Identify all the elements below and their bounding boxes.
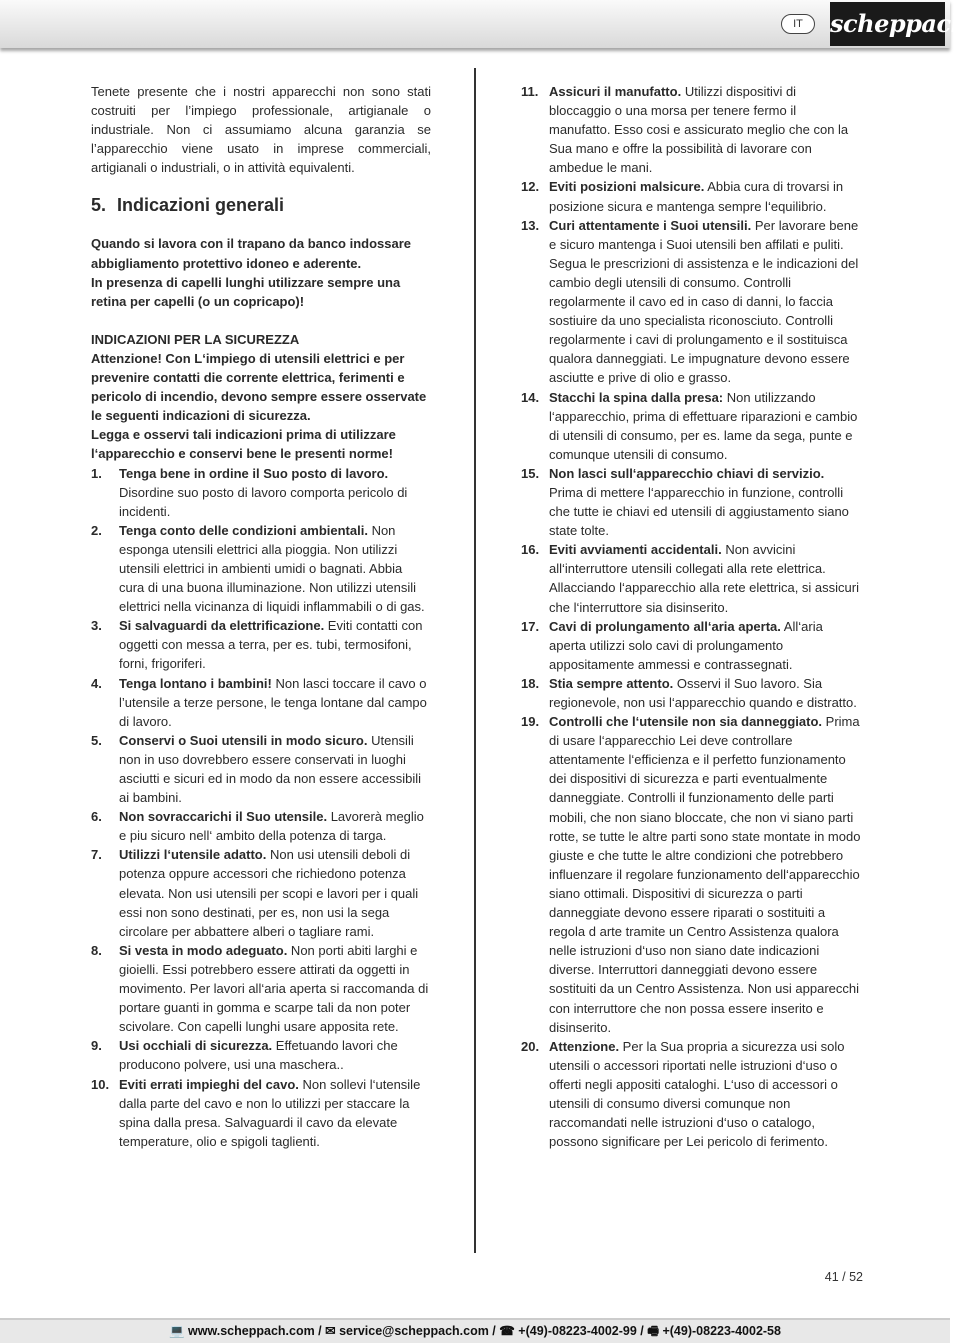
left-column (91, 82, 431, 1151)
clothing-note-1: Quando si lavora con il trapano da banco indossare abbigliamento protettivo idoneo e aderente. (91, 236, 412, 271)
item-number: 19. (521, 714, 540, 730)
item-number: 4. (91, 675, 102, 691)
item-number: 3. (91, 618, 102, 634)
item-number: 16. (521, 542, 540, 558)
item-body: Non usi utensili deboli di potenza oppure accessori che richiedono potenza elevata. Non usi utensili per scopi e lavori per i quali essi non sono destinati, per es, non usi la sega circolare per abbattere alberi o tagliare rami. (119, 847, 419, 939)
item-body: Abbia cura di trovarsi in posizione sicura e mantenga sempre l‘equilibrio. (549, 179, 844, 214)
safety-item (521, 617, 861, 674)
item-text (549, 674, 861, 712)
item-title: Si salvaguardi da elettrificazione. (119, 618, 325, 634)
safety-item (91, 464, 431, 521)
item-title: Usi occhiali di sicurezza. (119, 1038, 273, 1054)
safety-item (521, 540, 861, 616)
item-body: Non sollevi l‘utensile dalla parte del cavo e non lo utilizzi per staccare la spina dalla presa. Salvaguardi il cavo da elevate temperature, olio e spigoli taglienti. (119, 1076, 421, 1149)
footer-contact: 💻 www.scheppach.com / ✉ service@scheppach.com / ☎ +(49)-08223-4002-99 / 🖷 +(49)-08223-4002-58 (0, 1320, 950, 1343)
safety-item (91, 941, 431, 1036)
item-body: Osservi il Suo lavoro. Sia regionevole, non usi l‘apparecchio quando e distratto. (549, 675, 857, 710)
item-body: Non lasci toccare il cavo o l’utensile a terze persone, le tenga lontane dal campo di lavoro. (119, 675, 427, 729)
item-text (119, 674, 431, 731)
item-title: Non lasci sull‘apparecchio chiavi di servizio. (549, 465, 825, 481)
item-text (119, 1036, 431, 1074)
safety-intro-2: Legga e osservi tali indicazioni prima di utilizzare l‘apparecchio e conservi bene le presenti norme! (91, 427, 396, 462)
item-text (549, 464, 861, 540)
item-text (119, 1075, 431, 1151)
item-body: Non esponga utensili elettrici alla pioggia. Non utilizzi utensili elettrici in ambienti umidi o bagnati. Abbia cura di una buona illuminazione. Non utilizzi utensili elettrici nella vicinanza di liquidi inflammabili o di gas. (119, 522, 425, 615)
safety-item (91, 807, 431, 845)
item-title: Controlli che l‘utensile non sia danneggiato. (549, 714, 823, 730)
item-text (549, 1037, 861, 1152)
item-title: Eviti avviamenti accidentali. (549, 542, 722, 558)
item-number: 5. (91, 732, 102, 748)
item-number: 17. (521, 618, 540, 634)
item-title: Stacchi la spina dalla presa: (549, 389, 724, 405)
item-text (119, 521, 431, 616)
safety-item (521, 177, 861, 215)
safety-item (521, 1037, 861, 1152)
item-number: 8. (91, 942, 102, 958)
safety-item (521, 388, 861, 464)
item-number: 13. (521, 217, 540, 233)
safety-item (521, 82, 861, 177)
clothing-note-2: In presenza di capelli lunghi utilizzare sempre una retina per capelli (o un copricapo)! (91, 274, 401, 309)
item-number: 12. (521, 179, 540, 195)
item-body: Prima di usare l‘apparecchio Lei deve controllare attentamente l‘efficienza e il perfetto funzionamento dei dispositivi di sicurezza e parti eventualmente danneggiate. Controlli il funzionamento delle parti mobili, che non siano bloccate, che non vi siano parti rotte, se tutte le altre parti sono state montate in modo giuste e che tutte le altre condizioni che potrebbero influenzare il regolare funzionamento dell‘apparecchio siano ottimali. Dispositivi di sicurezza o parti danneggiate devono essere riparati o sostituiti a regola d arte tramite un Centro Assistenza qualora nelle istruzioni d‘uso non siano date indicazioni diverse. Interruttori danneggiati devono essere sostituiti da un Centro Assistenza. Non usi apparecchi con interruttore che non possa essere inserito e disinserito. (549, 714, 861, 1035)
item-title: Tenga bene in ordine il Suo posto di lavoro. (119, 465, 389, 481)
safety-item (521, 464, 861, 540)
item-body: Effetuando lavori che producono polvere, usi una maschera.. (119, 1038, 398, 1073)
item-body: Utilizzi dispositivi di bloccaggio o una morsa per tenere fermo il manufatto. Esso cosi e assicurato meglio che con la Sua mano e offre la possibilità di lavorare con ambedue le mani. (549, 84, 849, 176)
section-heading (91, 194, 431, 216)
item-text (119, 845, 431, 940)
item-number: 11. (521, 84, 539, 99)
intro-paragraph: Tenete presente che i nostri apparecchi non sono stati costruiti per l’impiego professionale, artigianale o industriale. Non ci assumiamo alcuna garanzia se l’apparecchio viene usato in imprese commerciali, artigianali o industriali, o in attività equivalenti. (91, 84, 431, 176)
language-badge: IT (781, 14, 815, 34)
item-number: 18. (521, 675, 540, 691)
item-number: 20. (521, 1038, 540, 1054)
item-title: Cavi di prolungamento all‘aria aperta. (549, 618, 781, 634)
item-number: 2. (91, 522, 102, 538)
item-text (549, 540, 861, 616)
item-title: Stia sempre attento. (549, 675, 674, 691)
brand-logo: scheppach (830, 2, 945, 46)
safety-item (91, 616, 431, 673)
item-title: Eviti errati impieghi del cavo. (119, 1076, 299, 1092)
item-body: Non porti abiti larghi e gioielli. Essi potrebbero essere attirati da oggetti in movimento. Per lavori all‘aria aperta si raccomanda di portare guanti in gomma e scarpe tali da non poter scivolare. Con capelli lunghi usare apposita rete. (119, 942, 429, 1035)
item-title: Assicuri il manufatto. (549, 84, 682, 99)
item-number: 9. (91, 1038, 102, 1054)
item-body: Prima di mettere l‘apparecchio in funzione, controlli che tutte ie chiavi ed utensili di aggiustamento siano state tolte. (549, 484, 849, 539)
safety-item (91, 521, 431, 616)
safety-heading: INDICAZIONI PER LA SICUREZZA (91, 331, 300, 347)
item-body: Per lavorare bene e sicuro mantenga i Suoi utensili ben affilati e puliti. Segua le prescrizioni di assistenza e le indicazioni del cambio degli utensili di consumo. Controlli regolarmente il cavo ed in caso di danni, lo faccia sostiuire da uno specialista riconosciuto. Controlli regolarmente i cavi di prolungamento e il sostituisca qualora danneggiati. Le impugnature devono essere asciutte e prive di olio e grasso. (549, 217, 859, 386)
safety-item (91, 1036, 431, 1074)
item-body: Non avvicini all‘interruttore utensili collegati alla rete elettrica. Allacciando l‘apparecchio alla rete elettrica, si assicuri che l‘interruttore sia disinserito. (549, 542, 859, 615)
item-number: 1. (91, 465, 102, 481)
safety-item (91, 731, 431, 807)
item-body: All‘aria aperta utilizzi solo cavi di prolungamento appositamente ammessi e contrassegnati. (549, 618, 823, 672)
item-number: 7. (91, 847, 102, 863)
item-text (119, 807, 431, 845)
safety-item (91, 845, 431, 940)
item-title: Tenga lontano i bambini! (119, 675, 272, 691)
item-text (119, 731, 431, 807)
safety-list-left (91, 464, 431, 1151)
item-body: Non utilizzando l‘apparecchio, prima di effettuare riparazioni e cambio di utensili di consumo, per es. lame da sega, punte e comunque utensili di consumo. (549, 389, 858, 462)
item-text (119, 464, 431, 521)
item-text (119, 941, 431, 1036)
item-body: Lavorerà meglio e piu sicuro nell‘ ambito della potenza di targa. (119, 809, 424, 844)
item-body: Disordine suo posto di lavoro comporta pericolo di incidenti. (119, 484, 408, 519)
page-number: 41 / 52 (824, 1270, 863, 1284)
item-number: 14. (521, 389, 540, 405)
item-title: Curi attentamente i Suoi utensili. (549, 217, 752, 233)
right-column (521, 82, 861, 1151)
safety-item (521, 674, 861, 712)
section-number: 5. (91, 195, 107, 216)
item-number: 10. (91, 1076, 110, 1092)
safety-item (521, 712, 861, 1037)
section-title: Indicazioni generali (117, 195, 285, 216)
item-number: 15. (521, 465, 540, 481)
safety-item (91, 1075, 431, 1151)
item-title: Utilizzi l‘utensile adatto. (119, 847, 267, 863)
safety-item (91, 674, 431, 731)
item-text (549, 712, 861, 1037)
item-text (549, 177, 861, 215)
item-text (549, 617, 861, 674)
item-title: Non sovraccarichi il Suo utensile. (119, 809, 328, 825)
item-body: Per la Sua propria a sicurezza usi solo utensili o accessori riportati nelle istruzioni d‘uso o offerti negli appositi cataloghi. L‘uso di accessori o utensili di consumo diversi comunque non raccomandati nelle istruzioni d‘uso o catalogo, possono significare per Lei pericolo di ferimento. (549, 1038, 845, 1150)
item-title: Eviti posizioni malsicure. (549, 179, 705, 195)
item-text (549, 216, 861, 388)
item-body: Utensili non in uso dovrebbero essere conservati in luoghi asciutti e sicuri ed in modo da non essere accessibili ai bambini. (119, 732, 422, 806)
safety-item (521, 216, 861, 388)
item-title: Attenzione. (549, 1038, 620, 1054)
safety-list-right (521, 82, 861, 1151)
item-title: Si vesta in modo adeguato. (119, 942, 288, 958)
item-text (119, 616, 431, 673)
item-body: Eviti contatti con oggetti con messa a terra, per es. tubi, termosifoni, forni, frigoriferi. (119, 618, 423, 672)
item-text (549, 388, 861, 464)
item-text (549, 82, 861, 177)
item-title: Tenga conto delle condizioni ambientali. (119, 522, 368, 538)
item-title: Conservi o Suoi utensili in modo sicuro. (119, 732, 368, 748)
item-number: 6. (91, 809, 102, 825)
column-divider (474, 68, 476, 1253)
safety-intro-1: Attenzione! Con L‘impiego di utensili elettrici e per prevenire contatti die corrente elettrica, ferimenti e pericolo di incendio, devono sempre essere osservate le seguenti indicazioni di sicurezza. (91, 350, 427, 424)
